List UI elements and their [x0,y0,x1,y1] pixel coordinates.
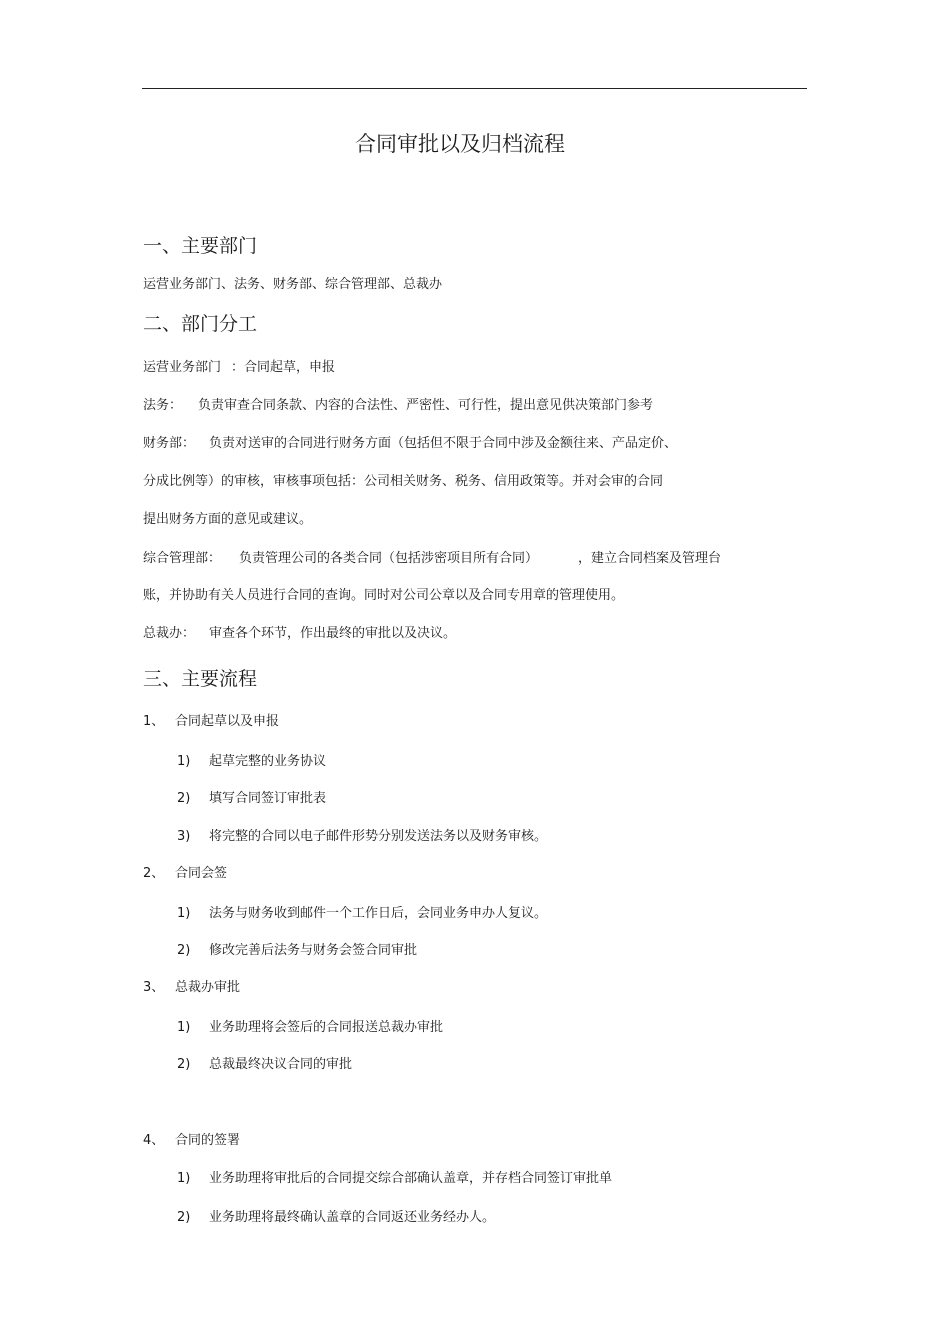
duty-president [143,622,456,641]
step-2-number: 2、 [143,866,165,881]
step-1-item-1-number: 1) [177,754,191,769]
step-2-item-1 [177,902,547,921]
step-2-item-1-text: 法务与财务收到邮件一个工作日后，会同业务申办人复议。 [209,906,548,921]
duty-admin-line2: 账，并协助有关人员进行合同的查询。同时对公司公章以及合同专用章的管理使用。 [143,588,625,603]
document-title: 合同审批以及归档流程 [355,132,565,156]
step-1-item-3-text: 将完整的合同以电子邮件形势分别发送法务以及财务审核。 [209,829,548,844]
duty-legal-text: 负责审查合同条款、内容的合法性、严密性、可行性，提出意见供决策部门参考 [198,398,654,413]
step-4-item-1-number: 1) [177,1171,191,1186]
step-2-item-1-number: 1) [177,906,191,921]
step-1-number: 1、 [143,714,165,729]
step-3-number: 3、 [143,980,165,995]
step-1-item-2-number: 2) [177,791,191,806]
duty-admin-text-1a: 负责管理公司的各类合同（包括涉密项目所有合同） [239,551,539,566]
step-4-title: 合同的签署 [175,1133,241,1148]
step-1-title: 合同起草以及申报 [175,714,280,729]
step-4-item-1-text: 业务助理将审批后的合同提交综合部确认盖章，并存档合同签订审批单 [209,1171,613,1186]
step-2 [143,862,227,881]
step-2-item-2-number: 2) [177,943,191,958]
step-3-item-2-text: 总裁最终决议合同的审批 [209,1057,353,1072]
duty-finance-line3: 提出财务方面的意见或建议。 [143,512,313,527]
duty-president-label: 总裁办： [143,626,196,641]
step-4 [143,1129,240,1148]
step-1-item-3-number: 3) [177,829,191,844]
step-1-item-2 [177,787,326,806]
header-rule [142,88,807,89]
step-3-item-2-number: 2) [177,1057,191,1072]
duty-ops-colon: ： [231,360,245,375]
step-3-item-2 [177,1053,352,1072]
duty-admin-text-1b: ，建立合同档案及管理台 [578,551,722,566]
step-1-item-1 [177,750,326,769]
section-heading-departments: 一、主要部门 [143,235,258,257]
section-heading-division: 二、部门分工 [143,313,258,335]
duty-ops-label: 运营业务部门 [143,360,222,375]
step-3 [143,976,240,995]
step-4-item-1 [177,1167,612,1186]
step-4-item-2-text: 业务助理将最终确认盖章的合同返还业务经办人。 [209,1210,496,1225]
step-1-item-2-text: 填写合同签订审批表 [209,791,327,806]
step-1 [143,710,279,729]
step-3-title: 总裁办审批 [175,980,241,995]
step-4-item-2-number: 2) [177,1210,191,1225]
duty-admin-line1 [143,547,721,566]
duty-finance-label: 财务部： [143,436,196,451]
duty-ops-text: 合同起草，申报 [244,360,336,375]
departments-list: 运营业务部门、法务、财务部、综合管理部、总裁办 [143,277,443,292]
step-2-item-2 [177,939,417,958]
section-heading-process: 三、主要流程 [143,668,258,690]
step-4-item-2 [177,1206,495,1225]
step-1-item-3 [177,825,547,844]
step-2-item-2-text: 修改完善后法务与财务会签合同审批 [209,943,418,958]
duty-finance-text-1: 负责对送审的合同进行财务方面（包括但不限于合同中涉及金额往来、产品定价、 [209,436,678,451]
step-3-item-1 [177,1016,443,1035]
duty-legal-label: 法务： [143,398,183,413]
duty-finance-line1 [143,432,677,451]
duty-president-text: 审查各个环节，作出最终的审批以及决议。 [209,626,457,641]
duty-legal [143,394,653,413]
duty-finance-line2: 分成比例等）的审核，审核事项包括：公司相关财务、税务、信用政策等。并对会审的合同 [143,474,664,489]
step-3-item-1-number: 1) [177,1020,191,1035]
step-2-title: 合同会签 [175,866,228,881]
step-1-item-1-text: 起草完整的业务协议 [209,754,327,769]
step-3-item-1-text: 业务助理将会签后的合同报送总裁办审批 [209,1020,444,1035]
duty-admin-label: 综合管理部： [143,551,222,566]
step-4-number: 4、 [143,1133,165,1148]
duty-ops [143,356,335,375]
